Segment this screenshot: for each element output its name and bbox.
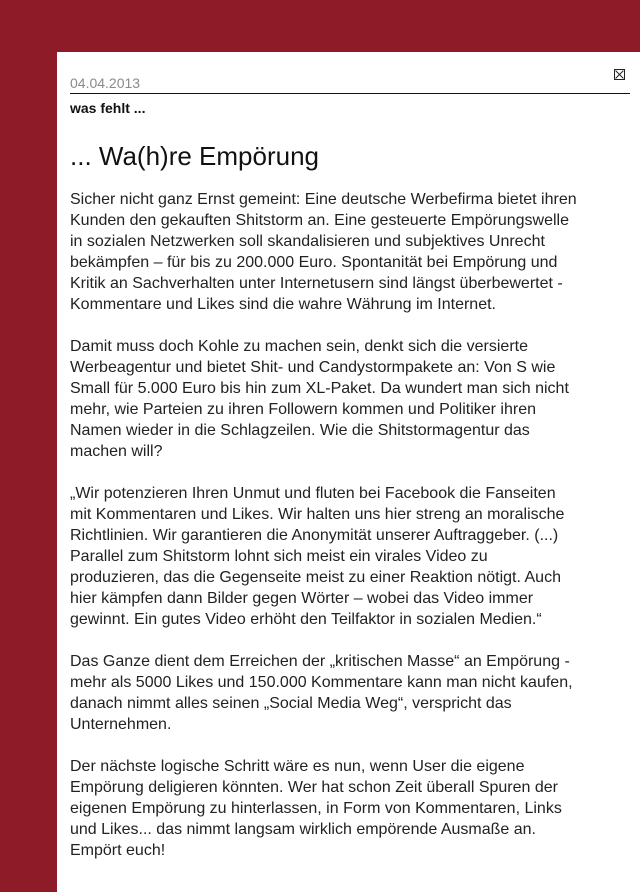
header-divider bbox=[70, 93, 630, 94]
article-body bbox=[70, 189, 580, 882]
close-icon[interactable] bbox=[614, 69, 625, 80]
article-paragraph: Sicher nicht ganz Ernst gemeint: Eine deutsche Werbefirma bietet ihren Kunden den gekauften Shitstorm an. Eine gesteuerte Empörungswelle in sozialen Netzwerken soll skandalisieren und subjektives Unrecht bekämpfen – für bis zu 200.000 Euro. Spontanität bei Empörung und Kritik an Sachverhalten unter Internetusern sind längst überbewertet - Kommentare und Likes sind die wahre Währung im Internet. bbox=[70, 191, 577, 313]
article-panel bbox=[57, 52, 640, 892]
article-paragraph: Der nächste logische Schritt wäre es nun, wenn User die eigene Empörung deligieren könnten. Wer hat schon Zeit überall Spuren der eigenen Empörung zu hinterlassen, in Form von Kommentaren, Links und Likes... das nimmt langsam wirklich empörende Ausmaße an. Empört euch! bbox=[70, 758, 562, 859]
article-paragraph: „Wir potenzieren Ihren Unmut und fluten bei Facebook die Fanseiten mit Kommentaren und Likes. Wir halten uns hier streng an moralische Richtlinien. Wir garantieren die Anonymität unserer Auftraggeber. (...) Parallel zum Shitstorm lohnt sich meist ein virales Video zu produzieren, das die Gegenseite meist zu einer Reaktion nötigt. Auch hier kämpfen dann Bilder gegen Wörter – wobei das Video immer gewinnt. Ein gutes Video erhöht den Teilfaktor in sozialen Medien.“ bbox=[70, 485, 565, 628]
article-paragraph: Damit muss doch Kohle zu machen sein, denkt sich die versierte Werbeagentur und bietet Shit- und Candystormpakete an: Von S wie Small für 5.000 Euro bis hin zum XL-Paket. Da wundert man sich nicht mehr, wie Parteien zu ihren Followern kommen und Politiker ihren Namen wieder in die Schlagzeilen. Wie die Shitstormagentur das machen will? bbox=[70, 338, 569, 460]
article-kicker: was fehlt ... bbox=[70, 100, 146, 116]
article-date: 04.04.2013 bbox=[70, 75, 141, 91]
article-title: ... Wa(h)re Empörung bbox=[70, 141, 320, 171]
article-paragraph: Das Ganze dient dem Erreichen der „kritischen Masse“ an Empörung - mehr als 5000 Likes und 150.000 Kommentare kann man nicht kaufen, danach nimmt alles seinen „Social Media Weg“, verspricht das Unternehmen. bbox=[70, 653, 573, 733]
